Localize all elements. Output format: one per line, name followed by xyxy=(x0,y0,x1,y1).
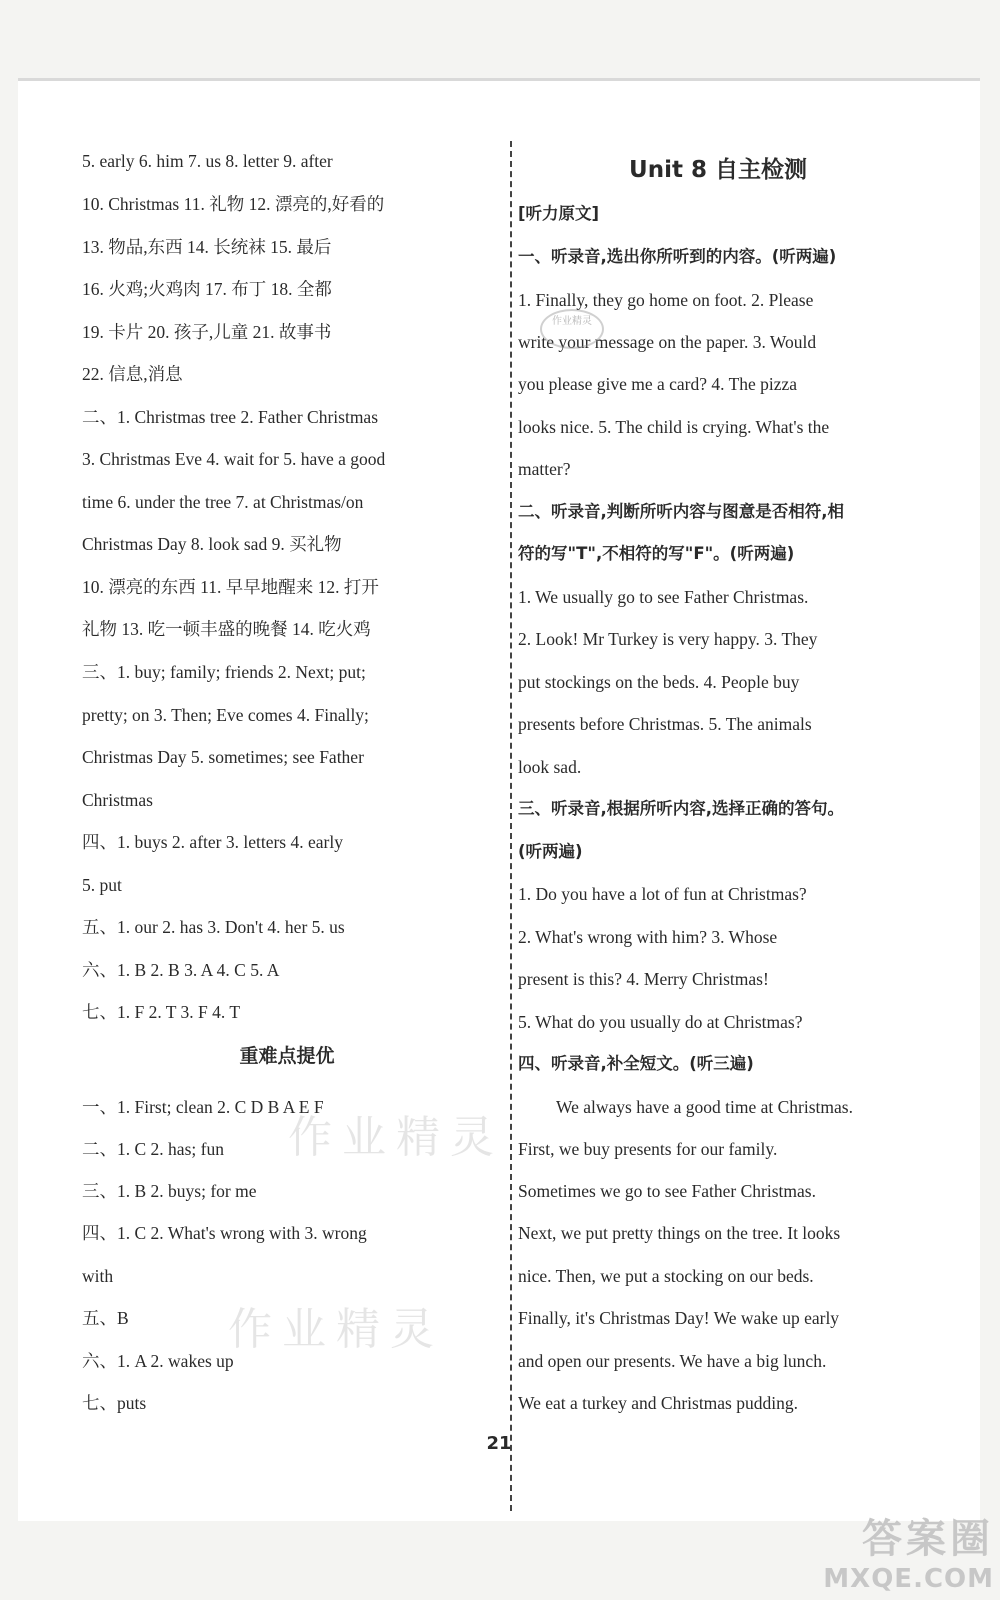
answer-line: 七、1. F 2. T 3. F 4. T xyxy=(82,1002,241,1022)
answer-line: 13. 物品,东西 14. 长统袜 15. 最后 xyxy=(82,237,332,257)
answer-line: Christmas Day 5. sometimes; see Father xyxy=(82,747,364,767)
answer-line: 五、1. our 2. has 3. Don't 4. her 5. us xyxy=(82,917,345,937)
answer-line: 19. 卡片 20. 孩子,儿童 21. 故事书 xyxy=(82,322,332,342)
transcript-line: looks nice. 5. The child is crying. What's the xyxy=(518,417,830,437)
answer-line: 10. 漂亮的东西 11. 早早地醒来 12. 打开 xyxy=(82,577,379,597)
answer-line: 七、puts xyxy=(82,1393,147,1413)
answer-line: 16. 火鸡;火鸡肉 17. 布丁 18. 全都 xyxy=(82,279,332,299)
watermark: 作业精灵 xyxy=(228,1304,444,1355)
answer-line: time 6. under the tree 7. at Christmas/on xyxy=(82,492,364,512)
answer-line: 六、1. B 2. B 3. A 4. C 5. A xyxy=(82,960,280,980)
passage-line: First, we buy presents for our family. xyxy=(518,1139,778,1159)
question-heading: 三、听录音,根据所听内容,选择正确的答句。 xyxy=(518,799,845,818)
transcript-line: put stockings on the beds. 4. People buy xyxy=(518,672,800,692)
answer-line: 二、1. Christmas tree 2. Father Christmas xyxy=(82,407,379,427)
unit-title: Unit 8 自主检测 xyxy=(629,157,807,183)
answer-line: 5. put xyxy=(82,875,122,895)
passage-line: Finally, it's Christmas Day! We wake up early xyxy=(518,1308,840,1328)
transcript-line: 2. What's wrong with him? 3. Whose xyxy=(518,927,778,947)
answer-line: 一、1. First; clean 2. C D B A E F xyxy=(82,1097,324,1117)
site-logo-text: 答案圈 xyxy=(862,1516,994,1562)
answer-line: 二、1. C 2. has; fun xyxy=(82,1139,224,1159)
passage-line: We eat a turkey and Christmas pudding. xyxy=(518,1393,798,1413)
transcript-line: present is this? 4. Merry Christmas! xyxy=(518,969,769,989)
passage-line: nice. Then, we put a stocking on our beds. xyxy=(518,1266,814,1286)
watermark: 作业精灵 xyxy=(288,1112,504,1163)
question-heading: 一、听录音,选出你所听到的内容。(听两遍) xyxy=(518,247,837,266)
transcript-line: you please give me a card? 4. The pizza xyxy=(518,374,798,394)
answer-line: with xyxy=(82,1266,114,1286)
site-logo-url: MXQE.COM xyxy=(823,1564,994,1594)
question-heading: 二、听录音,判断所听内容与图意是否相符,相 xyxy=(518,502,845,521)
transcript-line: 2. Look! Mr Turkey is very happy. 3. They xyxy=(518,629,818,649)
question-heading: 符的写"T",不相符的写"F"。(听两遍) xyxy=(518,544,795,563)
answer-page xyxy=(18,78,980,1521)
transcript-line: look sad. xyxy=(518,757,582,777)
transcript-line: 1. Finally, they go home on foot. 2. Please xyxy=(518,290,814,310)
answer-line: pretty; on 3. Then; Eve comes 4. Finally; xyxy=(82,705,369,725)
answer-line: 22. 信息,消息 xyxy=(82,364,183,384)
passage-line: Sometimes we go to see Father Christmas. xyxy=(518,1181,816,1201)
stamp: 作业精灵 xyxy=(540,309,604,349)
answer-line: 四、1. C 2. What's wrong with 3. wrong xyxy=(82,1223,367,1243)
answer-line: 五、B xyxy=(82,1308,129,1328)
transcript-line: 5. What do you usually do at Christmas? xyxy=(518,1012,803,1032)
answer-line: Christmas Day 8. look sad 9. 买礼物 xyxy=(82,534,342,554)
answer-line: Christmas xyxy=(82,790,153,810)
passage-line: Next, we put pretty things on the tree. It looks xyxy=(518,1223,841,1243)
answer-line: 10. Christmas 11. 礼物 12. 漂亮的,好看的 xyxy=(82,194,385,214)
page-number: 21 xyxy=(486,1433,512,1454)
answer-line: 三、1. B 2. buys; for me xyxy=(82,1181,257,1201)
transcript-line: 1. We usually go to see Father Christmas. xyxy=(518,587,809,607)
transcript-line: matter? xyxy=(518,459,571,479)
answer-line: 礼物 13. 吃一顿丰盛的晚餐 14. 吃火鸡 xyxy=(82,619,371,639)
answer-line: 六、1. A 2. wakes up xyxy=(82,1351,234,1371)
question-heading: 四、听录音,补全短文。(听三遍) xyxy=(518,1054,754,1073)
answer-line: 四、1. buys 2. after 3. letters 4. early xyxy=(82,832,343,852)
answer-line: 三、1. buy; family; friends 2. Next; put; xyxy=(82,662,366,682)
section-title: 重难点提优 xyxy=(239,1045,335,1067)
passage-line: We always have a good time at Christmas. xyxy=(556,1097,853,1117)
transcript-line: 1. Do you have a lot of fun at Christmas? xyxy=(518,884,807,904)
transcript-line: write your message on the paper. 3. Would xyxy=(518,332,817,352)
site-logo xyxy=(823,1507,994,1594)
passage-line: and open our presents. We have a big lunch. xyxy=(518,1351,827,1371)
question-heading: (听两遍) xyxy=(518,842,583,861)
column-divider xyxy=(510,141,512,1511)
answer-line: 3. Christmas Eve 4. wait for 5. have a good xyxy=(82,449,386,469)
listening-heading: [听力原文] xyxy=(518,204,600,223)
answer-line: 5. early 6. him 7. us 8. letter 9. after xyxy=(82,151,333,171)
transcript-line: presents before Christmas. 5. The animals xyxy=(518,714,812,734)
